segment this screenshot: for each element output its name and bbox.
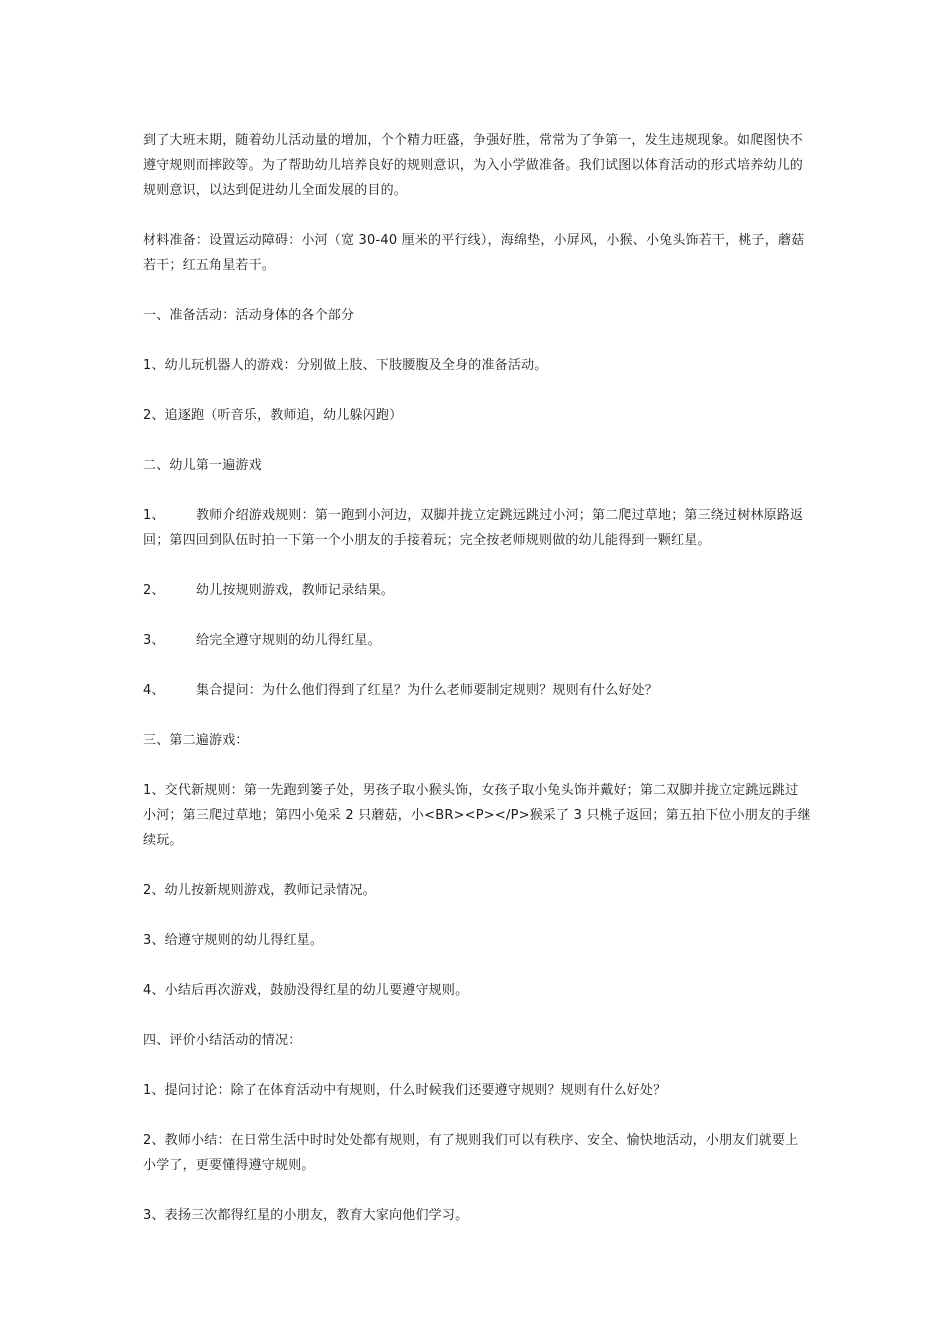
section2-item	[143, 503, 811, 553]
section4-item: 3、表扬三次都得红星的小朋友，教育大家向他们学习。	[143, 1208, 469, 1223]
section2-item	[143, 628, 811, 653]
section1-item: 2、追逐跑（听音乐，教师追，幼儿躲闪跑）	[143, 408, 403, 423]
section3-item: 1、交代新规则：第一先跑到篓子处，男孩子取小猴头饰，女孩子取小兔头饰并戴好；第二双脚并拢立定跳远跳过小河；第三爬过草地；第四小兔采 2 只蘑菇，小<BR><P></P>猴采了 3 只桃子返回；第五拍下位小朋友的手继续玩。	[143, 783, 811, 848]
section3-item: 3、给遵守规则的幼儿得红星。	[143, 933, 324, 948]
section2-heading: 二、幼儿第一遍游戏	[143, 458, 262, 473]
section4-item: 1、提问讨论：除了在体育活动中有规则，什么时候我们还要遵守规则？规则有什么好处？	[143, 1083, 667, 1098]
section1-heading: 一、准备活动：活动身体的各个部分	[143, 308, 355, 323]
item-text: 集合提问：为什么他们得到了红星？为什么老师要制定规则？规则有什么好处？	[196, 683, 659, 698]
section3-heading: 三、第二遍游戏：	[143, 733, 249, 748]
section2-item	[143, 578, 811, 603]
section3-item: 2、幼儿按新规则游戏，教师记录情况。	[143, 883, 376, 898]
item-text: 给完全遵守规则的幼儿得红星。	[196, 633, 381, 648]
intro-paragraph: 到了大班末期，随着幼儿活动量的增加，个个精力旺盛，争强好胜，常常为了争第一，发生违规现象。如爬图快不遵守规则而摔跤等。为了帮助幼儿培养良好的规则意识，为入小学做准备。我们试图以体育活动的形式培养幼儿的规则意识，以达到促进幼儿全面发展的目的。	[143, 133, 804, 198]
item-number: 1、	[143, 508, 165, 523]
item-text: 教师介绍游戏规则：第一跑到小河边，双脚并拢立定跳远跳过小河；第二爬过草地；第三绕过树林原路返回；第四回到队伍时拍一下第一个小朋友的手接着玩；完全按老师规则做的幼儿能得到一颗红星。	[143, 508, 804, 548]
item-number: 2、	[143, 583, 165, 598]
section3-item: 4、小结后再次游戏，鼓励没得红星的幼儿要遵守规则。	[143, 983, 469, 998]
section4-item: 2、教师小结：在日常生活中时时处处都有规则，有了规则我们可以有秩序、安全、愉快地活动，小朋友们就要上小学了，更要懂得遵守规则。	[143, 1133, 799, 1173]
materials-paragraph: 材料准备：设置运动障碍：小河（宽 30-40 厘米的平行线），海绵垫，小屏风，小猴、小兔头饰若干，桃子，蘑菇若干；红五角星若干。	[143, 233, 805, 273]
item-text: 幼儿按规则游戏，教师记录结果。	[196, 583, 395, 598]
item-number: 3、	[143, 633, 165, 648]
section1-item: 1、幼儿玩机器人的游戏：分别做上肢、下肢腰腹及全身的准备活动。	[143, 358, 548, 373]
document-page	[143, 128, 811, 1228]
section2-item	[143, 678, 811, 703]
item-number: 4、	[143, 683, 165, 698]
section4-heading: 四、评价小结活动的情况：	[143, 1033, 302, 1048]
